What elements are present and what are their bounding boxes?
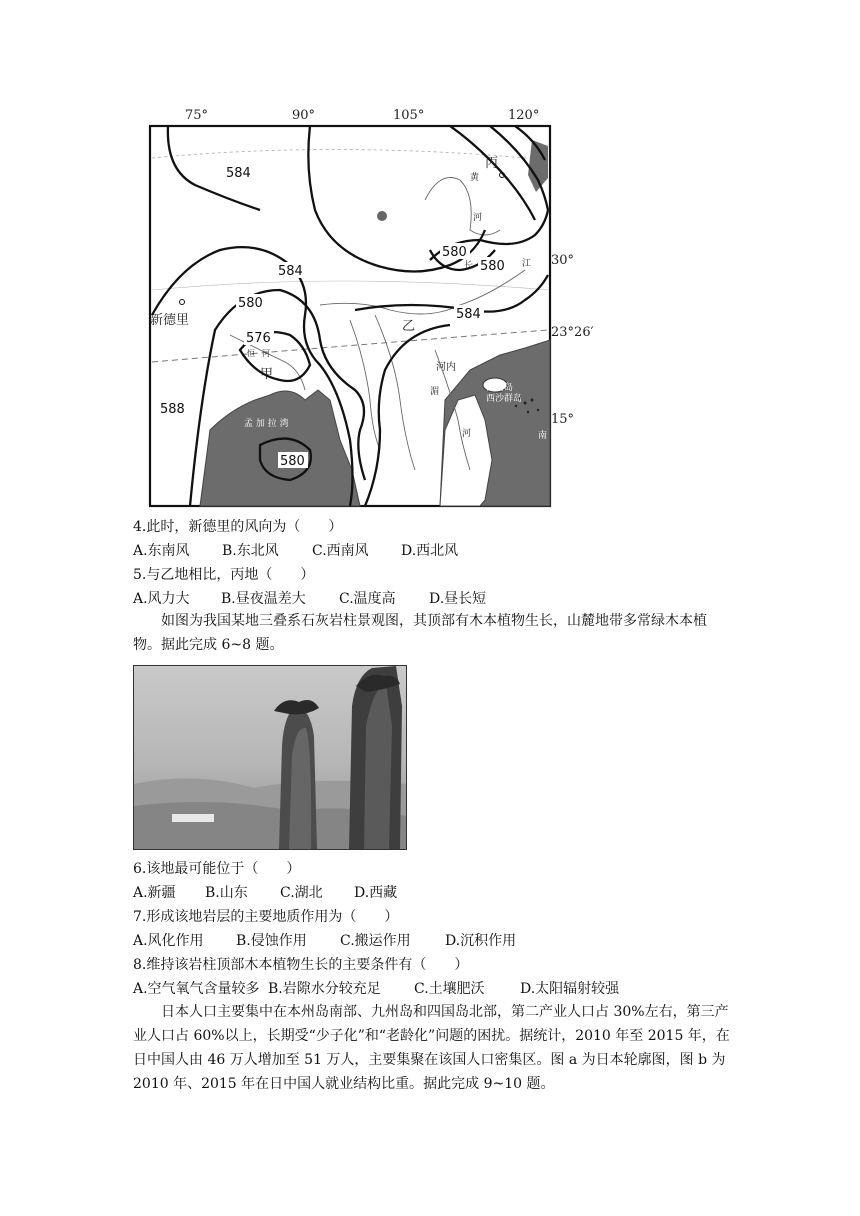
mekong-label-2: 河: [462, 429, 472, 439]
contour-label: 580: [480, 259, 505, 274]
limestone-pillar-photo: [133, 665, 407, 850]
lon-75-label: 75°: [185, 108, 209, 123]
option-c: C.湖北: [280, 885, 323, 901]
question-7-stem: 7.形成该地岩层的主要地质作用为（ ）: [133, 909, 399, 925]
question-4-options: [133, 542, 458, 560]
option-c: C.土壤肥沃: [414, 981, 485, 997]
option-c: C.西南风: [312, 543, 369, 559]
contour-label: 584: [226, 166, 251, 181]
option-c: C.搬运作用: [340, 933, 411, 949]
lat-15-label: 15°: [551, 412, 575, 427]
delhi-label: 新德里: [150, 313, 190, 328]
question-5-options: [133, 590, 486, 608]
option-b: B.岩隙水分较充足: [268, 981, 381, 997]
question-7-options: [133, 932, 516, 950]
intro-6-8: 如图为我国某地三叠系石灰岩柱景观图，其顶部有木本植物生长，山麓地带多常绿木本植物。据此完成 6~8 题。: [133, 613, 707, 653]
question-8-options: [133, 980, 619, 998]
option-c: C.温度高: [339, 591, 396, 607]
option-b: B.昼夜温差大: [221, 591, 306, 607]
option-a: A.空气氧气含量较多: [133, 981, 260, 997]
option-d: D.沉积作用: [445, 933, 517, 949]
lon-105-label: 105°: [393, 108, 425, 123]
changjiang-label-1: 长: [464, 261, 474, 271]
contour-label: 588: [160, 402, 185, 417]
option-b: B.山东: [205, 885, 248, 901]
question-6-stem: 6.该地最可能位于（ ）: [133, 861, 301, 877]
question-5-stem: 5.与乙地相比，丙地（ ）: [133, 567, 315, 583]
intro-9-10: 日本人口主要集中在本州岛南部、九州岛和四国岛北部，第二产业人口占 30%左右，第三产业人口占 60%以上，长期受“少子化”和“老龄化”问题的困扰。据统计，2010 年至 2015 年，在日中国人由 46 万人增加至 51 万人，主要集聚在该国人口密集区。图 a 为日本轮廓图，图 b 为 2010 年、2015 年在日中国人就业结构比重。据此完成 9~10 题。: [133, 1004, 730, 1092]
lon-90-label: 90°: [292, 108, 316, 123]
hanoi-label: 河内: [436, 362, 456, 373]
map-svg: [140, 100, 594, 510]
ganges-label-1: 恒: [247, 349, 255, 358]
lat-23-label: 23°26′: [551, 325, 594, 340]
ganges-label-2: 河: [262, 349, 270, 358]
contour-label: 580: [238, 296, 263, 311]
option-d: D.西藏: [354, 885, 398, 901]
changjiang-label-2: 江: [522, 259, 532, 269]
lat-30-label: 30°: [551, 253, 575, 268]
option-d: D.昼长短: [429, 591, 487, 607]
lon-120-label: 120°: [508, 108, 540, 123]
option-d: D.太阳辐射较强: [520, 981, 620, 997]
xisha-label: 西沙群岛: [486, 394, 523, 404]
contour-label: 584: [456, 307, 481, 322]
contour-label: 584: [278, 264, 303, 279]
huanghe-label-1: 黄: [470, 173, 480, 183]
weather-contour-map: [140, 100, 594, 510]
question-8-stem: 8.维持该岩柱顶部木本植物生长的主要条件有（ ）: [133, 957, 469, 973]
option-b: B.侵蚀作用: [236, 933, 307, 949]
option-a: A.风力大: [133, 591, 190, 607]
hainan-label: 海南岛: [486, 383, 514, 393]
option-a: A.新疆: [133, 885, 176, 901]
bing-label: 丙: [485, 156, 499, 171]
south-sea-label: 南: [538, 431, 548, 441]
option-a: A.东南风: [133, 543, 190, 559]
mekong-label-1: 湄: [430, 387, 440, 397]
question-4-stem: 4.此时，新德里的风向为（ ）: [133, 519, 343, 535]
jia-label: 甲: [260, 367, 274, 382]
option-b: B.东北风: [222, 543, 279, 559]
option-a: A.风化作用: [133, 933, 204, 949]
huanghe-label-2: 河: [473, 213, 483, 223]
qinghai-lake: [377, 211, 387, 221]
contour-label: 576: [246, 331, 271, 346]
yi-label: 乙: [402, 319, 416, 334]
contour-label: 580: [280, 454, 305, 469]
contour-label: 580: [442, 245, 467, 260]
option-d: D.西北风: [401, 543, 459, 559]
question-6-options: [133, 884, 397, 902]
bay-of-bengal-label: 孟 加 拉 湾: [244, 419, 289, 429]
